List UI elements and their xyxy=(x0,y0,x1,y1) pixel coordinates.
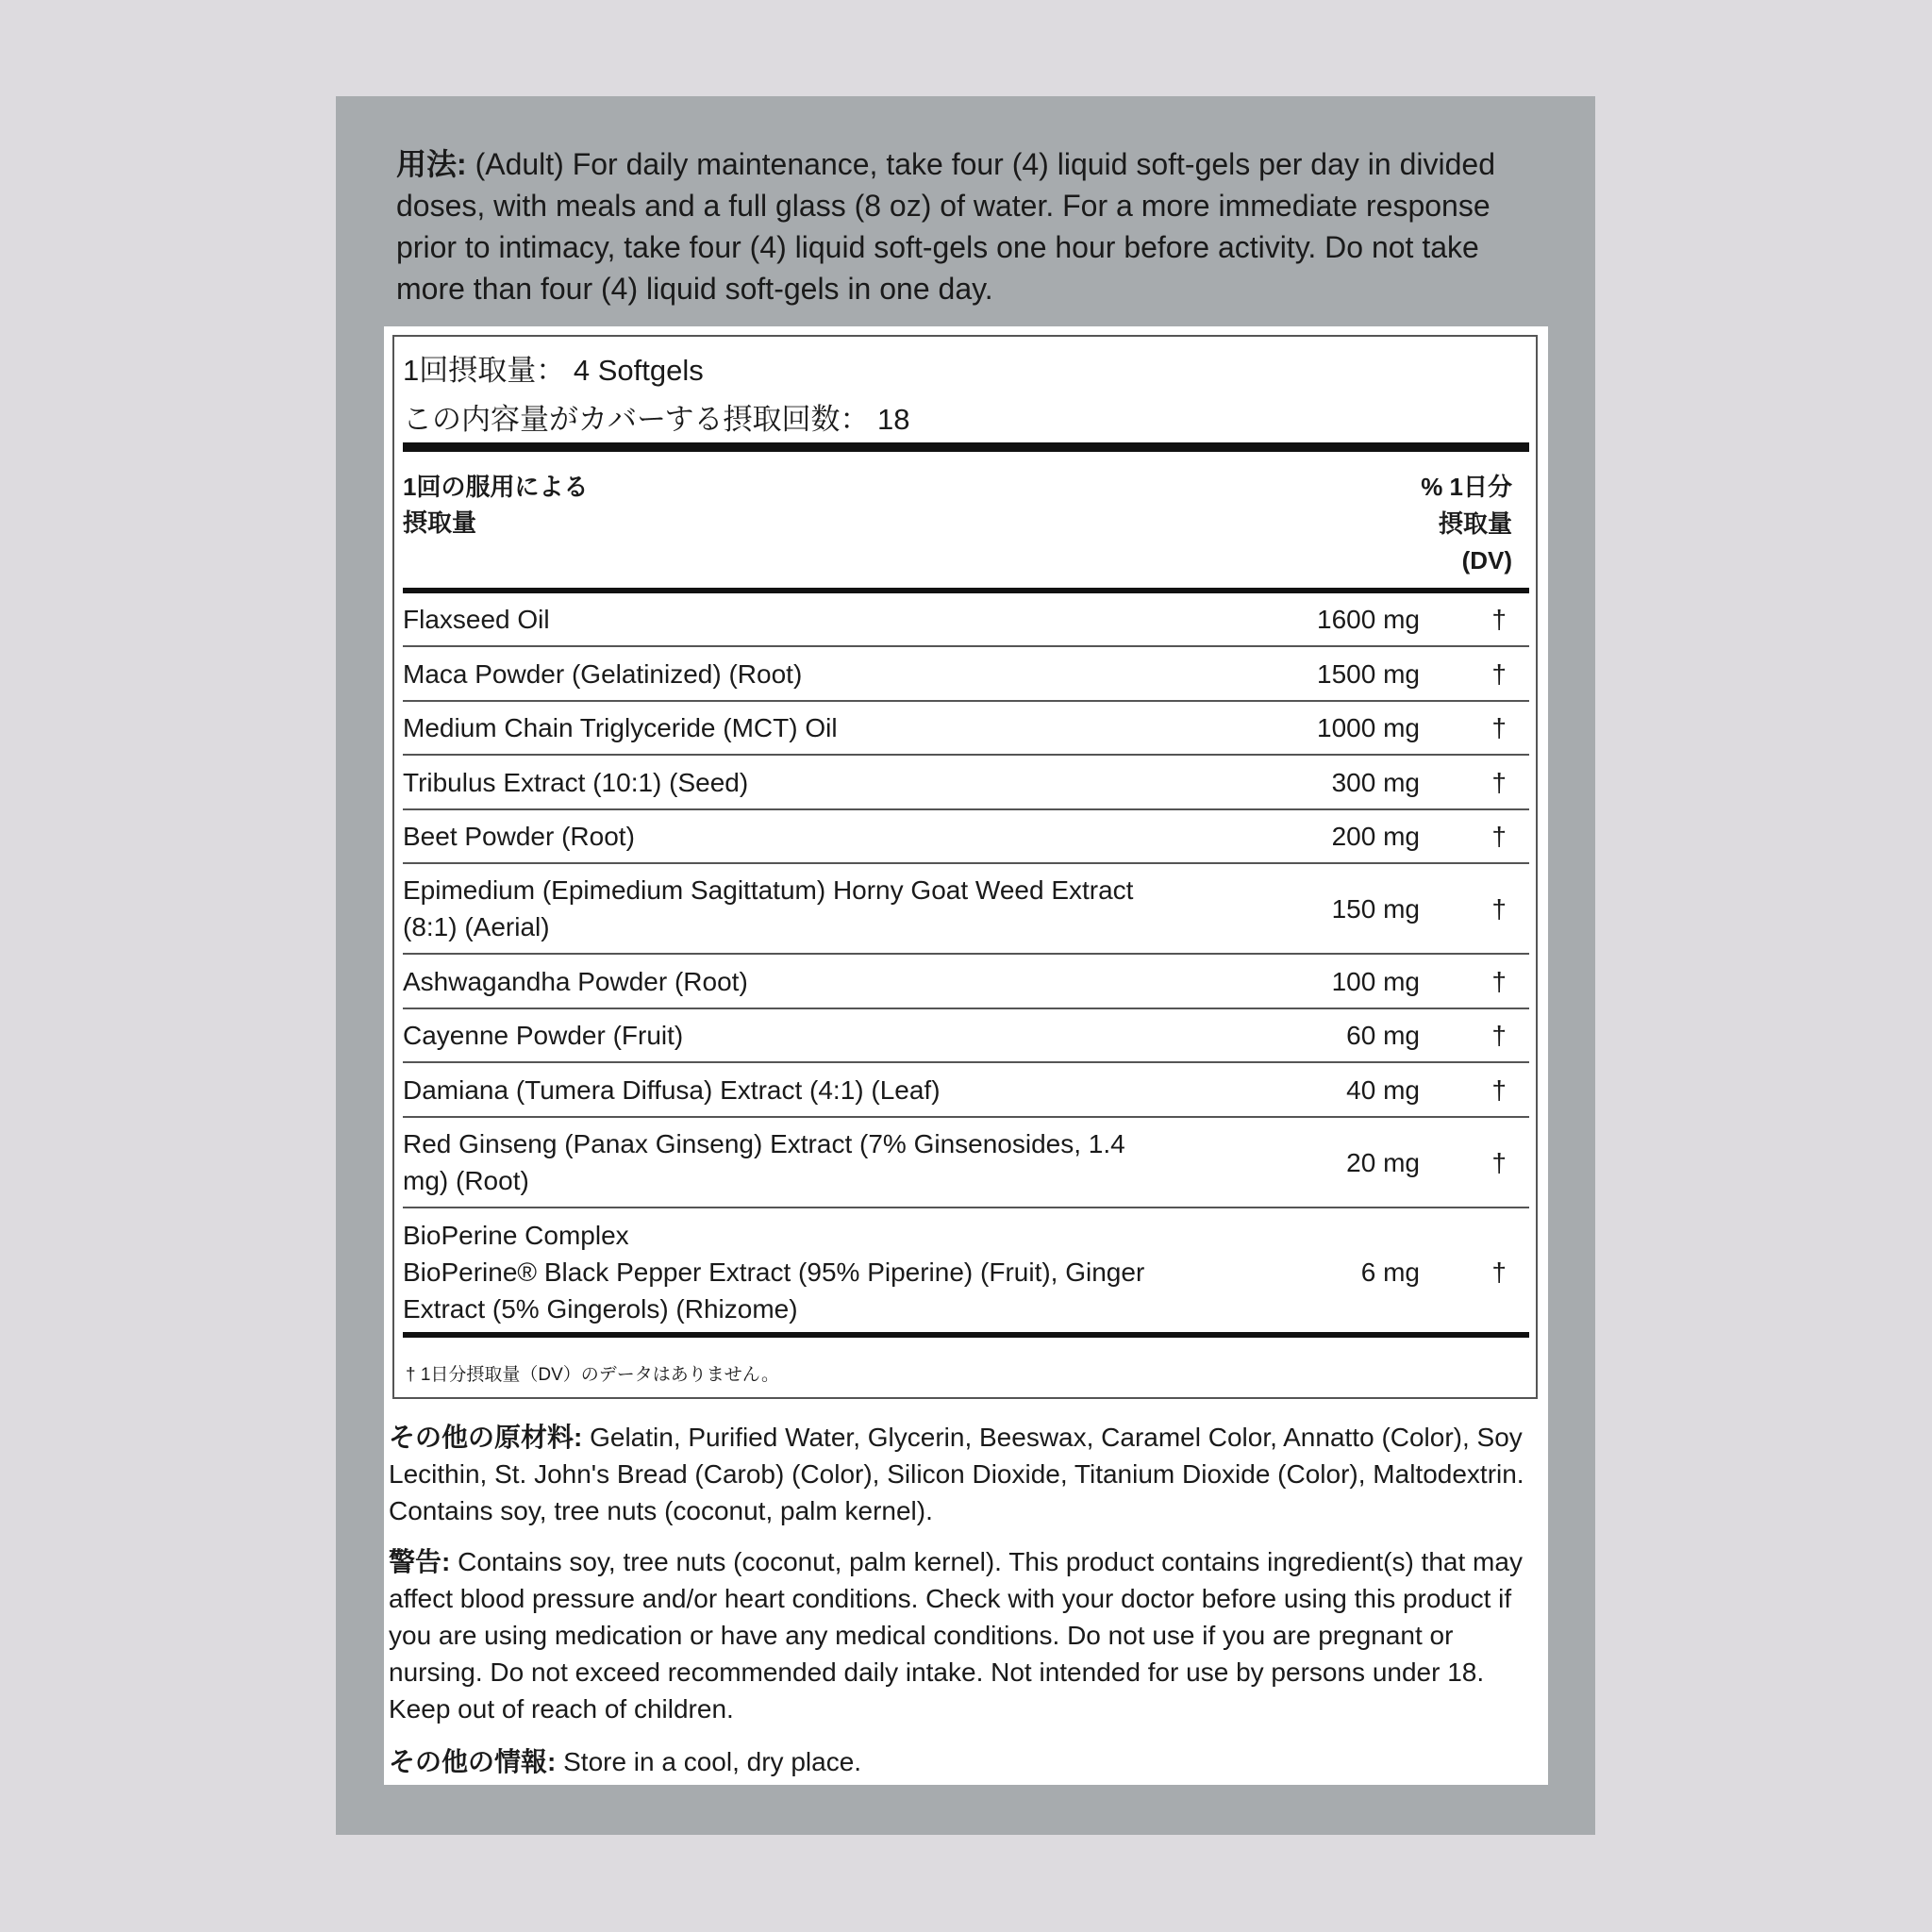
directions-label: 用法: xyxy=(396,147,467,181)
divider-thick xyxy=(403,442,1529,452)
ingredient-name xyxy=(403,1210,1176,1334)
ingredient-amount: 1600 mg xyxy=(1317,605,1420,634)
servings-per-container: この内容量がカバーする摂取回数： 18 xyxy=(403,403,910,436)
divider-thick xyxy=(403,1332,1529,1338)
ingredient-name: Medium Chain Triglyceride (MCT) Oil xyxy=(403,713,838,742)
ingredient-amount: 60 mg xyxy=(1346,1021,1420,1050)
dagger-mark: † xyxy=(1491,713,1507,742)
table-row xyxy=(403,864,1529,955)
ingredient-amount: 40 mg xyxy=(1346,1074,1420,1105)
supplement-facts-table xyxy=(392,335,1538,1399)
dagger-mark: † xyxy=(1491,1257,1507,1287)
complex-title: BioPerine Complex xyxy=(403,1220,629,1250)
table-row xyxy=(403,1118,1529,1208)
dagger-mark: † xyxy=(1491,1147,1507,1177)
ingredient-amount: 1000 mg xyxy=(1317,713,1420,742)
dagger-mark: † xyxy=(1491,893,1507,924)
table-row xyxy=(403,1009,1529,1063)
table-row xyxy=(403,810,1529,864)
dagger-mark: † xyxy=(1491,605,1507,634)
ingredient-name: Cayenne Powder (Fruit) xyxy=(403,1021,684,1050)
label-white-area xyxy=(384,326,1548,1785)
ingredient-name: Beet Powder (Root) xyxy=(403,822,635,851)
amount-per-serving-header: 1回の服用による 摂取量 xyxy=(403,473,589,537)
table-row xyxy=(403,593,1529,647)
other-ingredients xyxy=(389,1419,1549,1529)
table-row xyxy=(403,1063,1529,1118)
ingredient-amount: 20 mg xyxy=(1346,1147,1420,1177)
ingredient-rows xyxy=(403,593,1529,1335)
dagger-mark: † xyxy=(1491,966,1507,996)
complex-components: BioPerine® Black Pepper Extract (95% Piperine) (Fruit), Ginger Extract (5% Gingerols) (Rhizome) xyxy=(403,1257,1145,1324)
warning xyxy=(389,1543,1549,1727)
other-info xyxy=(389,1743,1549,1780)
warning-text: Contains soy, tree nuts (coconut, palm kernel). This product contains ingredient(s) that may affect blood pressure and/or heart conditions. Check with your doctor before using this product if you are using medication or have any medical conditions. Do not use if you are pregnant or nursing. Do not exceed recommended daily intake. Not intended for use by persons under 18. Keep out of reach of children. xyxy=(389,1547,1523,1724)
other-info-text: Store in a cool, dry place. xyxy=(556,1747,862,1776)
serving-size: 1回摂取量： 4 Softgels xyxy=(403,354,704,387)
dagger-mark: † xyxy=(1491,822,1507,851)
directions-text xyxy=(396,143,1538,309)
dv-footnote: † 1日分摂取量（DV）のデータはありません。 xyxy=(406,1365,779,1385)
daily-value-header: % 1日分 摂取量 (DV) xyxy=(1421,473,1512,575)
table-row xyxy=(403,955,1529,1009)
dagger-mark: † xyxy=(1491,1074,1507,1105)
dagger-mark: † xyxy=(1491,767,1507,797)
table-row xyxy=(403,756,1529,810)
other-ingredients-label: その他の原材料: xyxy=(389,1423,583,1452)
ingredient-amount: 300 mg xyxy=(1331,767,1420,797)
ingredient-name: Damiana (Tumera Diffusa) Extract (4:1) (Leaf) xyxy=(403,1074,941,1105)
ingredient-amount: 6 mg xyxy=(1360,1257,1420,1287)
ingredient-name: Epimedium (Epimedium Sagittatum) Horny Goat Weed Extract (8:1) (Aerial) xyxy=(403,875,1134,941)
ingredient-amount: 1500 mg xyxy=(1317,658,1420,689)
ingredient-amount: 200 mg xyxy=(1331,822,1420,851)
ingredient-amount: 100 mg xyxy=(1331,966,1420,996)
ingredient-name: Maca Powder (Gelatinized) (Root) xyxy=(403,658,803,689)
label-panel xyxy=(336,96,1595,1835)
ingredient-name: Red Ginseng (Panax Ginseng) Extract (7% Ginsenosides, 1.4 mg) (Root) xyxy=(403,1129,1125,1195)
warning-label: 警告: xyxy=(389,1547,451,1576)
other-info-label: その他の情報: xyxy=(389,1747,557,1776)
ingredient-amount: 150 mg xyxy=(1331,893,1420,924)
dagger-mark: † xyxy=(1491,1021,1507,1050)
table-row xyxy=(403,702,1529,756)
directions-body: (Adult) For daily maintenance, take four (4) liquid soft-gels per day in divided doses, with meals and a full glass (8 oz) of water. For a more immediate response prior to intimacy, take four (4) liquid soft-gels one hour before activity. Do not take more than four (4) liquid soft-gels in one day. xyxy=(396,147,1495,306)
table-row xyxy=(403,1208,1529,1335)
dagger-mark: † xyxy=(1491,658,1507,689)
other-ingredients-text: Gelatin, Purified Water, Glycerin, Beeswax, Caramel Color, Annatto (Color), Soy Lecithin, St. John's Bread (Carob) (Color), Silicon Dioxide, Titanium Dioxide (Color), Maltodextrin. Contains soy, tree nuts (coconut, palm kernel). xyxy=(389,1423,1524,1525)
ingredient-name: Ashwagandha Powder (Root) xyxy=(403,966,748,996)
table-row xyxy=(403,647,1529,702)
ingredient-name: Flaxseed Oil xyxy=(403,605,550,634)
ingredient-name: Tribulus Extract (10:1) (Seed) xyxy=(403,767,749,797)
